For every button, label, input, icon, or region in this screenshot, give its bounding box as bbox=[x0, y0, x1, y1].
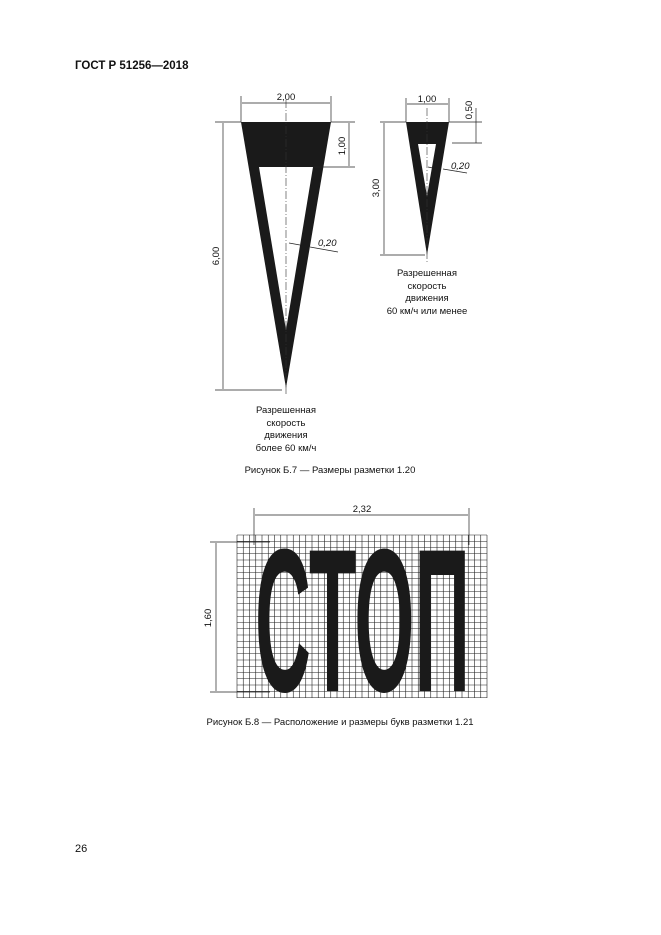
small-stroke-label: 0,20 bbox=[451, 161, 470, 172]
caption-line: движения bbox=[264, 430, 308, 441]
small-height-label: 3,00 bbox=[371, 178, 382, 198]
large-band-label: 1,00 bbox=[337, 136, 348, 156]
small-triangle-marking bbox=[406, 108, 449, 262]
caption-line: Разрешенная bbox=[397, 268, 457, 279]
caption-line: Разрешенная bbox=[256, 405, 316, 416]
stop-width-label: 2,32 bbox=[352, 504, 372, 515]
caption-line: более 60 км/ч bbox=[255, 442, 317, 454]
small-band-label: 0,50 bbox=[464, 100, 475, 120]
stop-word-letters: СТОП bbox=[255, 507, 470, 735]
stop-height-label: 1,60 bbox=[203, 608, 214, 628]
standard-header: ГОСТ Р 51256—2018 bbox=[75, 60, 189, 72]
small-width-label: 1,00 bbox=[417, 94, 437, 105]
large-stroke-label: 0,20 bbox=[318, 238, 337, 249]
small-marking-caption bbox=[372, 268, 482, 318]
caption-line: движения bbox=[405, 293, 449, 304]
large-width-label: 2,00 bbox=[276, 92, 296, 103]
figure-b8-caption: Рисунок Б.8 — Расположение и размеры букв разметки 1.21 bbox=[206, 717, 474, 728]
large-height-label: 6,00 bbox=[211, 246, 222, 266]
page-number: 26 bbox=[75, 843, 88, 855]
caption-line: скорость bbox=[266, 417, 306, 429]
caption-line: 60 км/ч или менее bbox=[386, 305, 468, 317]
large-marking-caption bbox=[236, 405, 336, 455]
figure-b7-caption: Рисунок Б.7 — Размеры разметки 1.20 bbox=[244, 465, 416, 476]
caption-line: скорость bbox=[407, 280, 447, 292]
